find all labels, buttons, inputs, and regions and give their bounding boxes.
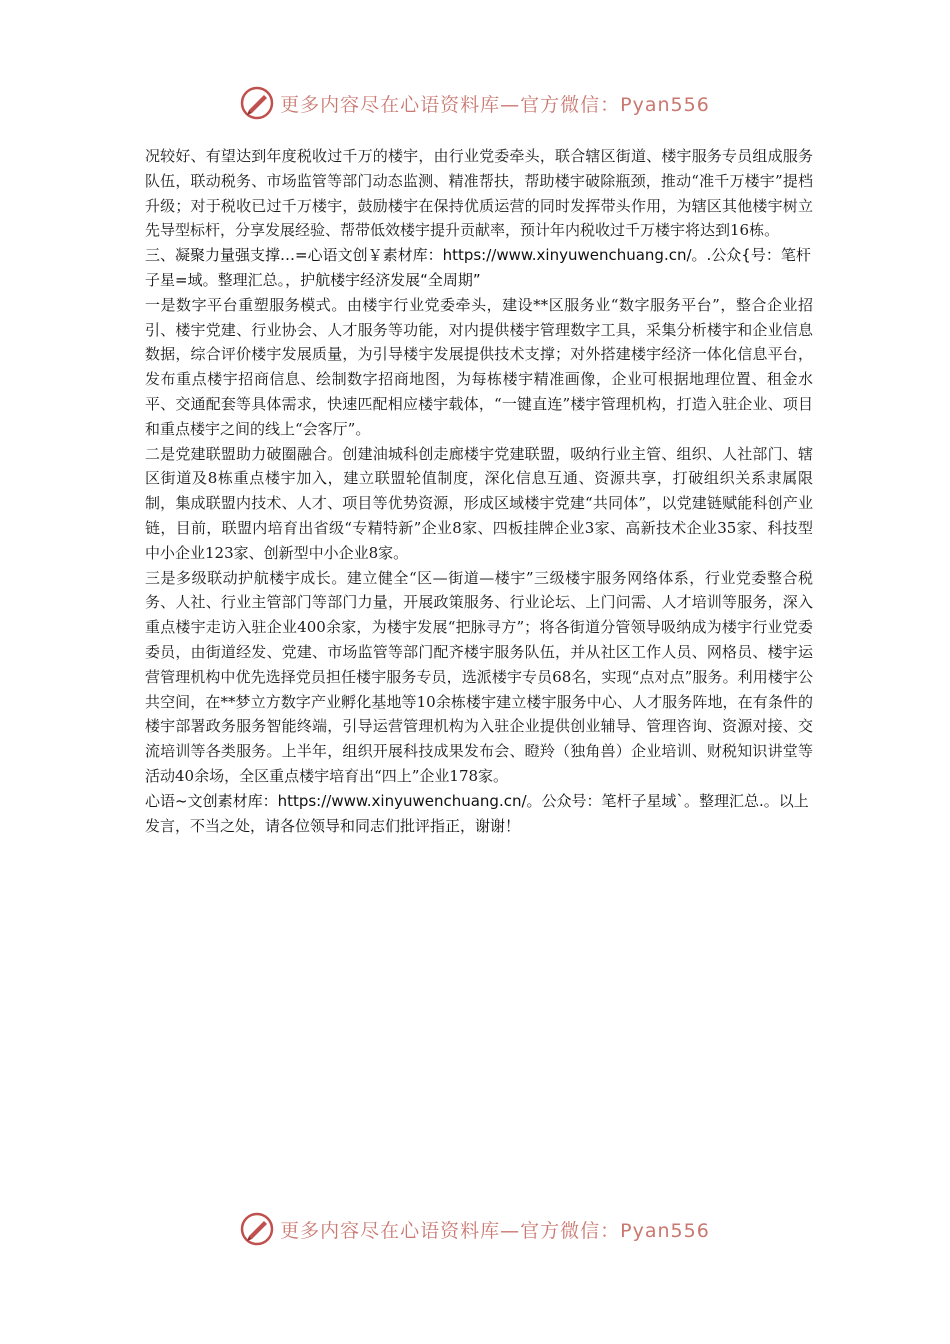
pen-logo-icon	[240, 86, 274, 120]
paragraph-intro: 况较好、有望达到年度税收过千万的楼宇，由行业党委牵头，联合辖区街道、楼宇服务专员组成服务队伍，联动税务、市场监管等部门动态监测、精准帮扶，帮助楼宇破除瓶颈，推动“准千万楼宇”提档升级；对于税收已过千万楼宇，鼓励楼宇在保持优质运营的同时发挥带头作用，为辖区其他楼宇树立先导型标杆，分享发展经验、帮带低效楼宇提升贡献率，预计年内税收过千万楼宇将达到16栋。	[145, 147, 813, 240]
paragraph-multilevel-service: 三是多级联动护航楼宇成长。建立健全“区—街道—楼宇”三级楼宇服务网络体系，行业党委整合税务、人社、行业主管部门等部门力量，开展政策服务、行业论坛、上门问需、人才培训等服务，深入重点楼宇走访入驻企业400余家，为楼宇发展“把脉寻方”；将各街道分管领导吸纳成为楼宇行业党委委员，由街道经发、党建、市场监管等部门配齐楼宇服务队伍，并从社区工作人员、网格员、楼宇运营管理机构中优先选择党员担任楼宇服务专员，选派楼宇专员68名，实现“点对点”服务。利用楼宇公共空间，在**梦立方数字产业孵化基地等10余栋楼宇建立楼宇服务中心、人才服务阵地，在有条件的楼宇部署政务服务智能终端，引导运营管理机构为入驻企业提供创业辅导、管理咨询、资源对接、交流培训等各类服务。上半年，组织开展科技成果发布会、瞪羚（独角兽）企业培训、财税知识讲堂等活动40余场，全区重点楼宇培育出“四上”企业178家。	[145, 568, 813, 785]
wechat-id: Pyan556	[620, 1219, 710, 1242]
header-banner-text: 更多内容尽在心语资料库—官方微信：Pyan556	[280, 93, 710, 116]
paragraph-digital-platform: 一是数字平台重塑服务模式。由楼宇行业党委牵头，建设**区服务业“数字服务平台”，整合企业招引、楼宇党建、行业协会、人才服务等功能，对内提供楼宇管理数字工具，采集分析楼宇和企业信息数据，综合评价楼宇发展质量，为引导楼宇发展提供技术支撑；对外搭建楼宇经济一体化信息平台，发布重点楼宇招商信息、绘制数字招商地图，为每栋楼宇精准画像，企业可根据地理位置、租金水平、交通配套等具体需求，快速匹配相应楼宇载体，“一键直连”楼宇管理机构，打造入驻企业、项目和重点楼宇之间的线上“会客厅”。	[145, 295, 813, 438]
paragraph-party-alliance: 二是党建联盟助力破圈融合。创建油城科创走廊楼宇党建联盟，吸纳行业主管、组织、人社部门、辖区街道及8栋重点楼宇加入，建立联盟轮值制度，深化信息互通、资源共享，打破组织关系隶属限制，集成联盟内技术、人才、项目等优势资源，形成区域楼宇党建“共同体”，以党建链赋能科创产业链，目前，联盟内培育出省级“专精特新”企业8家、四板挂牌企业3家、高新技术企业35家、科技型中小企业123家、创新型中小企业8家。	[145, 444, 813, 562]
header-banner	[0, 86, 950, 120]
closing-remarks: 心语~文创素材库：https://www.xinyuwenchuang.cn/。公众号：笔杆子星域`。整理汇总.。以上发言，不当之处，请各位领导和同志们批评指正，谢谢！	[145, 791, 809, 835]
section-heading-3: 三、凝聚力量强支撑…=心语文创￥素材库：https://www.xinyuwenchuang.cn/。.公众{号：笔杆子星=域。整理汇总。，护航楼宇经济发展“全周期”	[145, 246, 811, 289]
pen-logo-icon	[240, 1212, 274, 1246]
footer-banner	[0, 1212, 950, 1246]
wechat-id: Pyan556	[620, 93, 710, 116]
document-body	[145, 144, 813, 838]
footer-banner-text: 更多内容尽在心语资料库—官方微信：Pyan556	[280, 1219, 710, 1242]
